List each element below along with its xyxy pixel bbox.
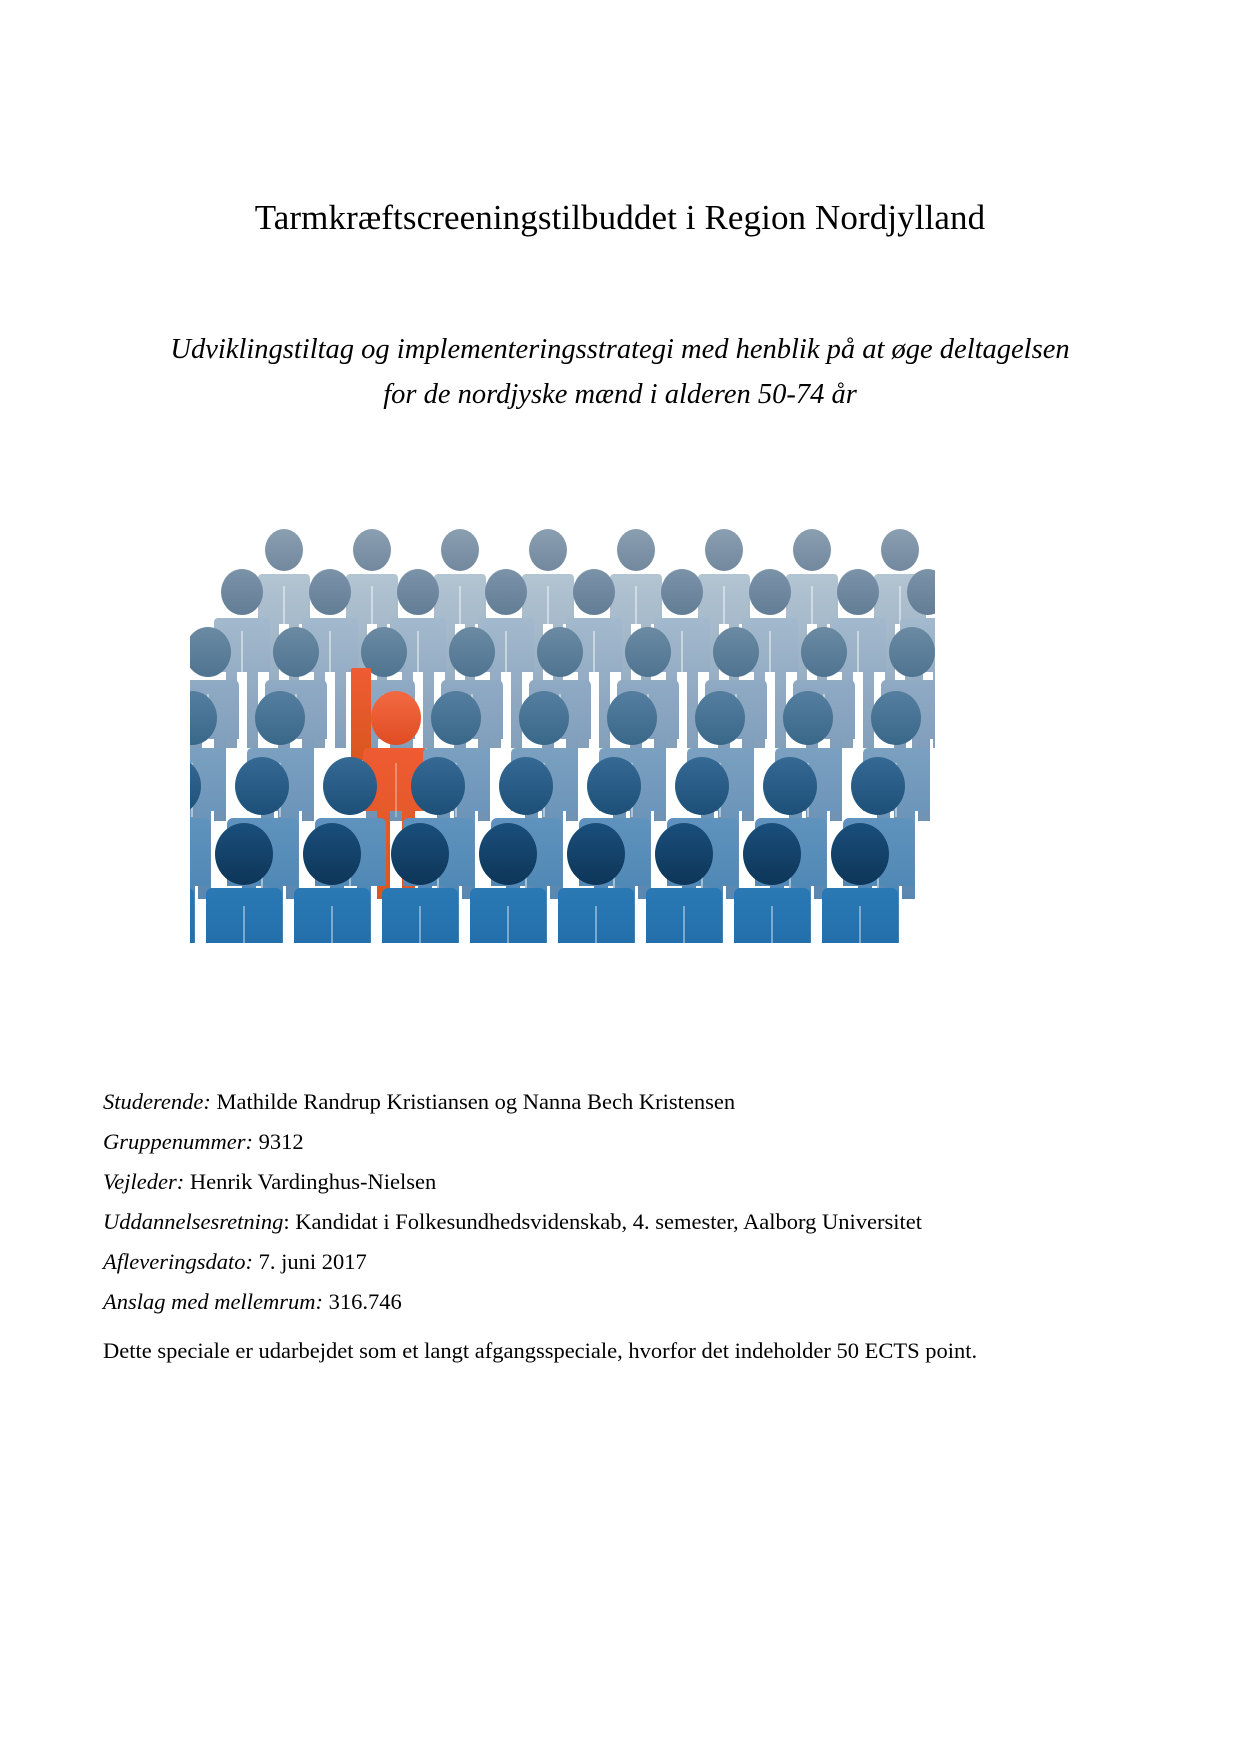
subtitle-line-2: for de nordjyske mænd i alderen 50-74 år (383, 379, 857, 411)
crowd-pictogram-illustration (190, 528, 935, 943)
metadata-line-vejleder (103, 1162, 1103, 1202)
metadata-label: Anslag med mellemrum: (103, 1289, 323, 1315)
subtitle-block (110, 327, 1130, 417)
metadata-label: Afleveringsdato: (103, 1249, 253, 1275)
metadata-line-anslag (103, 1282, 1103, 1322)
metadata-value: Mathilde Randrup Kristiansen og Nanna Bech Kristensen (210, 1089, 736, 1114)
metadata-line-gruppenummer (103, 1122, 1103, 1162)
metadata-line-afleveringsdato (103, 1242, 1103, 1282)
metadata-value: Henrik Vardinghus-Nielsen (184, 1169, 437, 1195)
metadata-label: Uddannelsesretning (103, 1209, 284, 1235)
page-title: Tarmkræftscreeningstilbuddet i Region Nordjylland (254, 198, 986, 237)
metadata-label: Gruppenummer: (103, 1129, 253, 1155)
subtitle-line-1: Udviklingstiltag og implementeringsstrategi med henblik på at øge deltagelsen (170, 334, 1070, 365)
metadata-block (103, 1082, 1103, 1371)
metadata-value: 9312 (252, 1129, 304, 1155)
metadata-value: 7. juni 2017 (252, 1249, 367, 1275)
crowd-pictogram-svg (190, 528, 935, 943)
metadata-label: Studerende: (103, 1089, 211, 1114)
metadata-line-uddannelsesretning (103, 1202, 1103, 1242)
title-block (0, 196, 1240, 240)
metadata-value: : Kandidat i Folkesundhedsvidenskab, 4. semester, Aalborg Universitet (283, 1209, 922, 1235)
metadata-value: 316.746 (322, 1289, 402, 1315)
metadata-label: Vejleder: (103, 1169, 185, 1195)
metadata-note: Dette speciale er udarbejdet som et langt afgangsspeciale, hvorfor det indeholder 50 ECTS point. (103, 1338, 978, 1364)
metadata-line-studerende (103, 1082, 1103, 1122)
